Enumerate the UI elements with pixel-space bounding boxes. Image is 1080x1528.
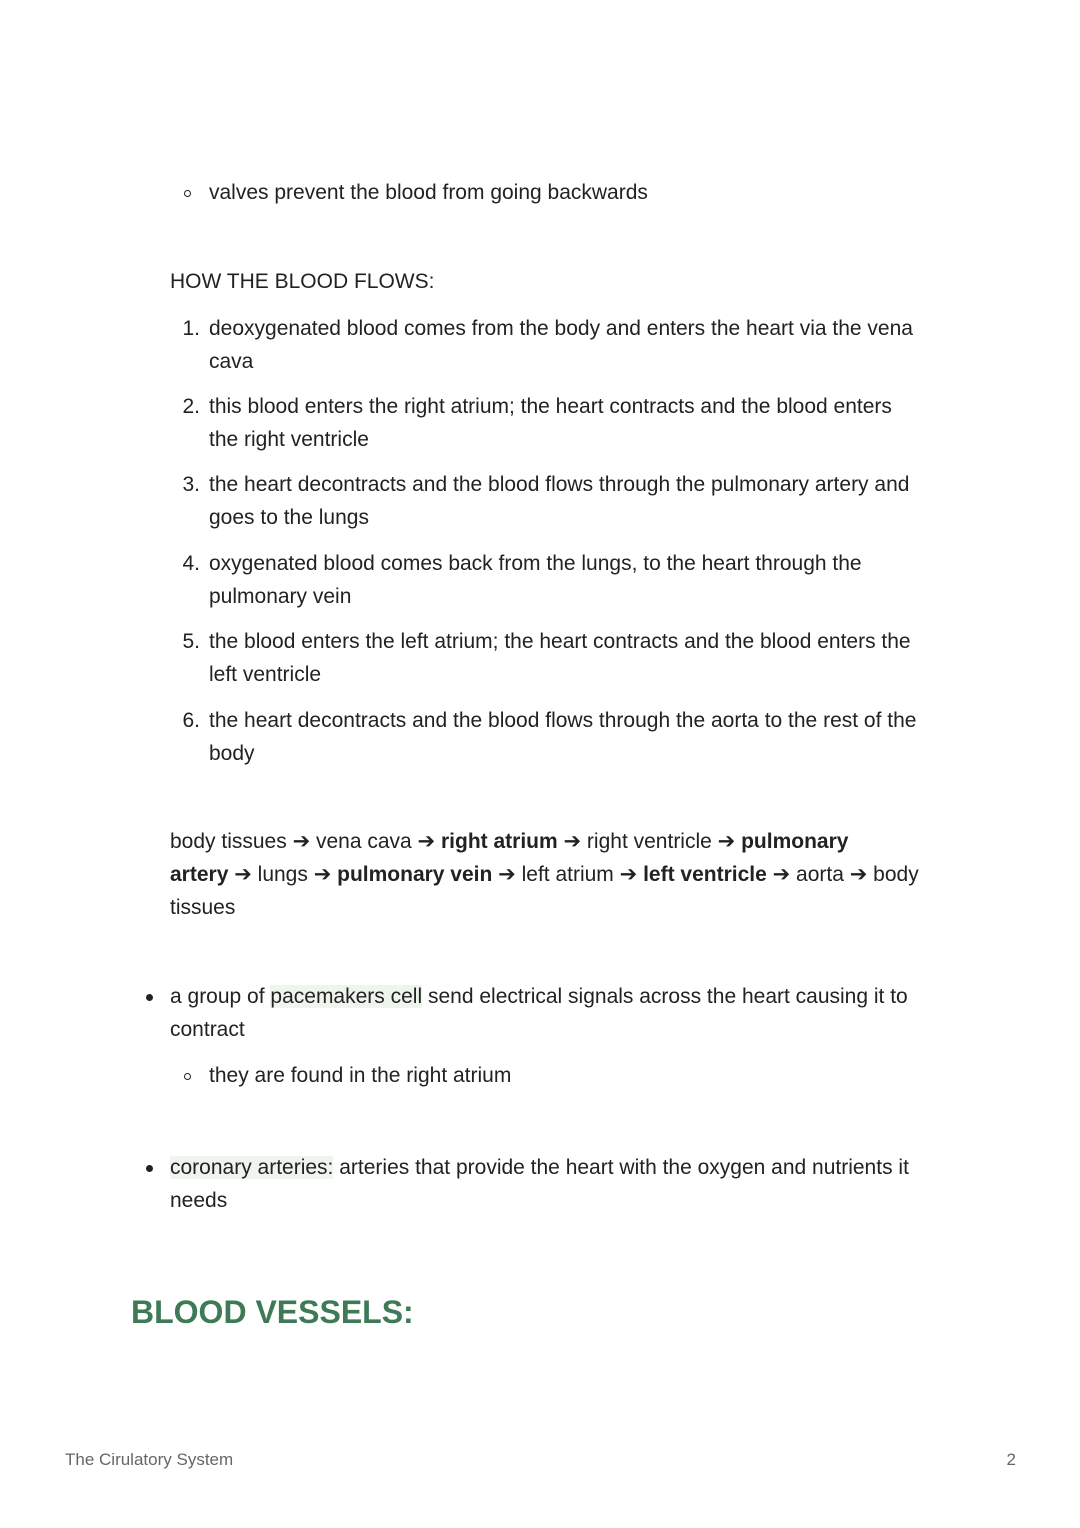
pacemaker-text-line2: contract [170,1018,245,1041]
coronary-text-line2: needs [170,1189,228,1212]
step-text-line2: cava [209,350,254,373]
hollow-bullet-icon [184,1073,191,1080]
step-text-line1: this blood enters the right atrium; the heart contracts and the blood enters [209,395,892,418]
valves-bullet-text: valves prevent the blood from going backwards [209,181,648,204]
pathway-bold-term: artery [170,863,229,886]
pathway-line-1 [170,825,848,858]
step-number: 4. [182,552,200,575]
pathway-text: body tissues ➔ vena cava ➔ [170,830,441,853]
step-text-line2: pulmonary vein [209,585,352,608]
step-number: 5. [182,630,200,653]
pathway-text: ➔ aorta ➔ body [766,863,919,886]
page-number: 2 [1006,1450,1016,1469]
pacemaker-text: a group of [170,985,271,1008]
pathway-text: ➔ left atrium ➔ [492,863,644,886]
step-text-line1: oxygenated blood comes back from the lungs, to the heart through the [209,552,862,575]
coronary-text: arteries that provide the heart with the oxygen and nutrients it [333,1156,909,1179]
step-number: 2. [182,395,200,418]
step-text-line1: the heart decontracts and the blood flows through the aorta to the rest of the [209,709,917,732]
pacemaker-text-line1 [170,980,908,1013]
pathway-text: ➔ right ventricle ➔ [557,830,742,853]
pacemaker-highlight: pacemakers cell [270,985,423,1008]
step-text-line2: the right ventricle [209,428,369,451]
solid-bullet-icon [146,994,153,1001]
footer-title: The Cirulatory System [65,1450,234,1469]
pathway-bold-term: right atrium [441,830,558,853]
step-number: 6. [182,709,200,732]
step-text-line1: the heart decontracts and the blood flows through the pulmonary artery and [209,473,910,496]
coronary-highlight: coronary arteries: [170,1156,334,1179]
pathway-bold-term: left ventricle [643,863,767,886]
pathway-bold-term: pulmonary vein [337,863,493,886]
flow-heading: HOW THE BLOOD FLOWS: [170,270,435,293]
step-number: 1. [182,317,200,340]
hollow-bullet-icon [184,190,191,197]
coronary-text-line1 [170,1151,909,1184]
pathway-bold-term: pulmonary [741,830,849,853]
section-heading: BLOOD VESSELS: [131,1294,414,1330]
solid-bullet-icon [146,1165,153,1172]
pacemaker-text: send electrical signals across the heart causing it to [422,985,908,1008]
step-text-line2: left ventricle [209,663,322,686]
step-text-line1: the blood enters the left atrium; the heart contracts and the blood enters the [209,630,911,653]
pathway-line-2 [170,858,919,891]
step-number: 3. [182,473,200,496]
pathway-text: ➔ lungs ➔ [228,863,338,886]
pathway-line-3: tissues [170,896,236,919]
step-text-line2: body [209,742,255,765]
step-text-line2: goes to the lungs [209,506,369,529]
step-text-line1: deoxygenated blood comes from the body and enters the heart via the vena [209,317,913,340]
pacemaker-subbullet-text: they are found in the right atrium [209,1064,512,1087]
